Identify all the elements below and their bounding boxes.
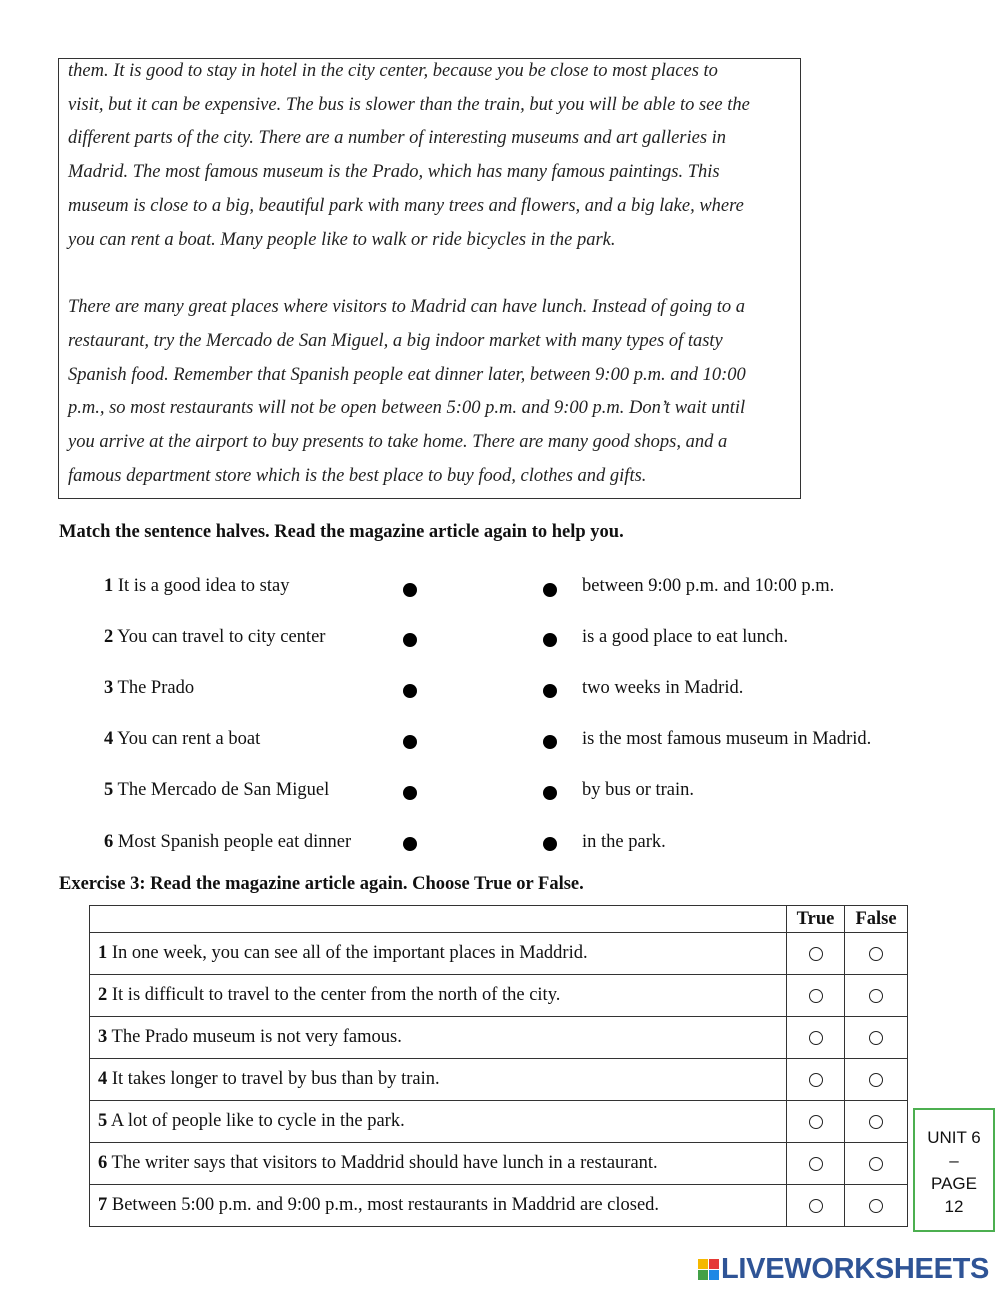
match-left-item (104, 678, 194, 699)
true-radio[interactable] (809, 947, 823, 961)
logo-text: LIVEWORKSHEETS (721, 1253, 990, 1285)
item-text: Most Spanish people eat dinner (117, 832, 352, 852)
match-instruction: Match the sentence halves. Read the magazine article again to help you. (59, 522, 624, 542)
true-radio[interactable] (809, 1199, 823, 1213)
true-false-table (89, 905, 908, 1227)
table-row (90, 975, 908, 1017)
exercise3-instruction: Exercise 3: Read the magazine article again. Choose True or False. (59, 874, 584, 894)
match-left-item (104, 627, 325, 648)
statement-number: 1 (98, 943, 108, 963)
item-number: 1 (104, 576, 114, 596)
article-line: you arrive at the airport to buy presents to take home. There are many good shops, and a (68, 432, 728, 452)
article-line: Spanish food. Remember that Spanish people eat dinner later, between 9:00 p.m. and 10:00 (68, 365, 746, 385)
statement-number: 3 (98, 1027, 108, 1047)
false-header: False (845, 906, 908, 933)
item-text: The Prado (117, 678, 195, 698)
table-row (90, 1101, 908, 1143)
match-left-dot[interactable] (403, 684, 417, 698)
match-left-dot[interactable] (403, 735, 417, 749)
article-line: p.m., so most restaurants will not be open between 5:00 p.m. and 9:00 p.m. Don’t wait until (68, 398, 746, 418)
match-right-dot[interactable] (543, 583, 557, 597)
statement-number: 4 (98, 1069, 108, 1089)
match-left-item (104, 832, 351, 853)
true-cell (787, 1185, 845, 1227)
article-line: restaurant, try the Mercado de San Miguel, a big indoor market with many types of tasty (68, 331, 723, 351)
article-line: Madrid. The most famous museum is the Prado, which has many famous paintings. This (68, 162, 720, 182)
item-number: 3 (104, 678, 114, 698)
item-text: You can travel to city center (117, 627, 326, 647)
false-radio[interactable] (869, 1031, 883, 1045)
statement-number: 5 (98, 1111, 108, 1131)
unit-label-line: – (949, 1151, 959, 1170)
table-header-row (90, 906, 908, 933)
true-cell (787, 1059, 845, 1101)
false-radio[interactable] (869, 947, 883, 961)
match-right-item: in the park. (582, 832, 666, 852)
false-cell (845, 1143, 908, 1185)
statement-number: 6 (98, 1153, 108, 1173)
item-text: You can rent a boat (117, 729, 261, 749)
statement-cell (90, 1143, 787, 1185)
false-radio[interactable] (869, 1073, 883, 1087)
match-left-dot[interactable] (403, 837, 417, 851)
statement-cell (90, 1059, 787, 1101)
match-right-item: is the most famous museum in Madrid. (582, 729, 872, 749)
article-line: museum is close to a big, beautiful park with many trees and flowers, and a big lake, where (68, 196, 744, 216)
match-left-item (104, 729, 260, 750)
table-row (90, 1143, 908, 1185)
unit-page-label (913, 1108, 995, 1232)
false-radio[interactable] (869, 1115, 883, 1129)
false-cell (845, 1059, 908, 1101)
match-right-item: two weeks in Madrid. (582, 678, 744, 698)
true-radio[interactable] (809, 989, 823, 1003)
statement-text: The Prado museum is not very famous. (111, 1027, 402, 1047)
logo-grid-icon (698, 1259, 719, 1280)
statement-text: A lot of people like to cycle in the park. (110, 1111, 405, 1131)
statement-cell (90, 975, 787, 1017)
true-header: True (787, 906, 845, 933)
true-radio[interactable] (809, 1157, 823, 1171)
statement-text: In one week, you can see all of the important places in Maddrid. (111, 943, 588, 963)
table-row (90, 933, 908, 975)
item-number: 4 (104, 729, 114, 749)
false-cell (845, 933, 908, 975)
statement-number: 7 (98, 1195, 108, 1215)
match-left-dot[interactable] (403, 583, 417, 597)
true-cell (787, 933, 845, 975)
unit-label-line: 12 (944, 1197, 964, 1216)
article-line: There are many great places where visitors to Madrid can have lunch. Instead of going to a (68, 297, 746, 317)
match-right-dot[interactable] (543, 684, 557, 698)
false-cell (845, 975, 908, 1017)
match-left-item (104, 576, 289, 597)
statement-text: It takes longer to travel by bus than by train. (111, 1069, 440, 1089)
match-right-item: by bus or train. (582, 780, 695, 800)
item-number: 5 (104, 780, 114, 800)
false-radio[interactable] (869, 1199, 883, 1213)
statement-text: It is difficult to travel to the center from the north of the city. (111, 985, 561, 1005)
false-cell (845, 1185, 908, 1227)
statement-header (90, 906, 787, 933)
true-radio[interactable] (809, 1073, 823, 1087)
table-row (90, 1059, 908, 1101)
statement-cell (90, 1017, 787, 1059)
match-left-dot[interactable] (403, 786, 417, 800)
table-row (90, 1017, 908, 1059)
match-right-dot[interactable] (543, 786, 557, 800)
article-line: them. It is good to stay in hotel in the city center, because you be close to most places to (68, 61, 718, 81)
false-radio[interactable] (869, 1157, 883, 1171)
statement-cell (90, 1101, 787, 1143)
item-number: 2 (104, 627, 114, 647)
true-radio[interactable] (809, 1031, 823, 1045)
match-right-dot[interactable] (543, 837, 557, 851)
match-right-dot[interactable] (543, 633, 557, 647)
item-text: The Mercado de San Miguel (117, 780, 330, 800)
unit-label-line: UNIT 6 (927, 1128, 981, 1147)
article-box (58, 58, 801, 499)
statement-cell (90, 1185, 787, 1227)
item-number: 6 (104, 832, 114, 852)
match-right-item: between 9:00 p.m. and 10:00 p.m. (582, 576, 835, 596)
true-cell (787, 1017, 845, 1059)
match-left-item (104, 780, 329, 801)
match-right-item: is a good place to eat lunch. (582, 627, 789, 647)
false-cell (845, 1017, 908, 1059)
true-cell (787, 1143, 845, 1185)
unit-label-line: PAGE (931, 1174, 977, 1193)
false-cell (845, 1101, 908, 1143)
match-left-dot[interactable] (403, 633, 417, 647)
article-line: visit, but it can be expensive. The bus is slower than the train, but you will be able to see the (68, 95, 750, 115)
article-line: famous department store which is the best place to buy food, clothes and gifts. (68, 466, 647, 486)
statement-text: The writer says that visitors to Maddrid should have lunch in a restaurant. (111, 1153, 658, 1173)
item-text: It is a good idea to stay (117, 576, 290, 596)
statement-number: 2 (98, 985, 108, 1005)
statement-text: Between 5:00 p.m. and 9:00 p.m., most restaurants in Maddrid are closed. (111, 1195, 660, 1215)
table-row (90, 1185, 908, 1227)
false-radio[interactable] (869, 989, 883, 1003)
true-radio[interactable] (809, 1115, 823, 1129)
match-right-dot[interactable] (543, 735, 557, 749)
true-cell (787, 1101, 845, 1143)
liveworksheets-logo[interactable] (698, 1253, 989, 1286)
article-line: different parts of the city. There are a number of interesting museums and art galleries in (68, 128, 727, 148)
article-line: you can rent a boat. Many people like to walk or ride bicycles in the park. (68, 230, 616, 250)
statement-cell (90, 933, 787, 975)
true-cell (787, 975, 845, 1017)
